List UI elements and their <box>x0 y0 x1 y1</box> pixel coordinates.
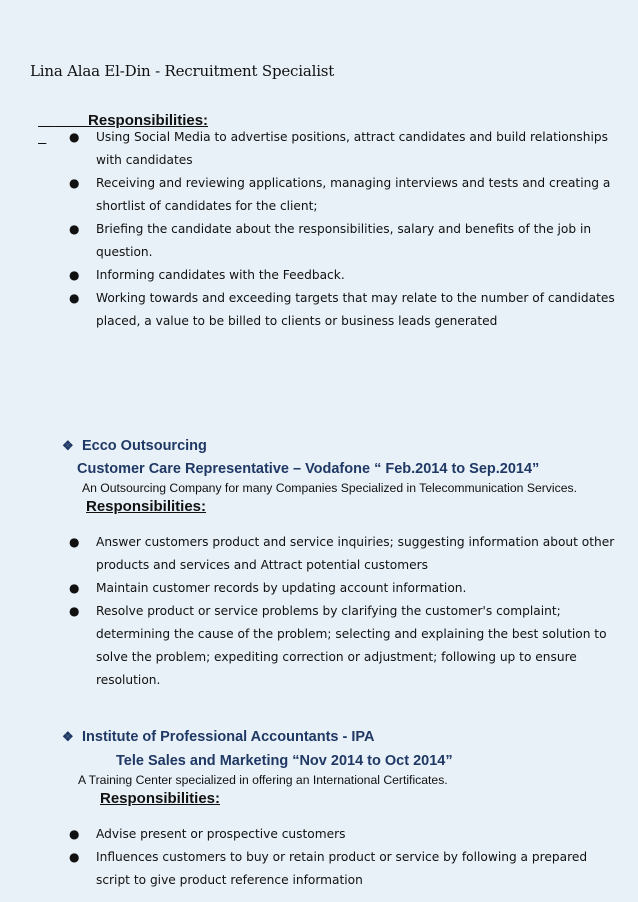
list-item: ● Advise present or prospective customers <box>66 823 616 846</box>
bullet-dot-icon: ● <box>69 535 80 549</box>
list-item: ● Maintain customer records by updating account information. <box>66 577 616 600</box>
responsibilities-list <box>66 823 616 892</box>
list-item: ● Receiving and reviewing applications, managing interviews and tests and creating a shortlist of candidates for the client; <box>66 172 616 218</box>
company-description: A Training Center specialized in offering an International Certificates. <box>78 773 448 787</box>
company-heading <box>62 729 374 745</box>
list-item: ● Working towards and exceeding targets that may relate to the number of candidates placed, a value to be billed to clients or business leads generated <box>66 287 616 333</box>
list-item: ● Using Social Media to advertise positions, attract candidates and build relationships with candidates <box>66 126 616 172</box>
responsibilities-label: Responsibilities: <box>88 112 209 129</box>
job-role: Tele Sales and Marketing “Nov 2014 to Oct 2014” <box>116 753 453 769</box>
bullet-dot-icon: ● <box>69 291 80 305</box>
bullet-dot-icon: ● <box>69 827 80 841</box>
company-name: Institute of Professional Accountants - IPA <box>82 729 375 745</box>
responsibilities-heading: Responsibilities: <box>100 790 221 807</box>
bullet-dot-icon: ● <box>69 130 80 144</box>
responsibilities-list <box>66 531 616 692</box>
company-heading <box>62 438 207 454</box>
company-description: An Outsourcing Company for many Companies Specialized in Telecommunication Services. <box>82 481 577 495</box>
responsibilities-heading: Responsibilities: <box>86 498 207 515</box>
diamond-star-icon: ❖ <box>62 729 74 744</box>
list-item: ● Resolve product or service problems by clarifying the customer's complaint; determining the cause of the problem; selecting and explaining the best solution to solve the problem; expediting correction or adjustment; following up to ensure resolution. <box>66 600 616 692</box>
bullet-dot-icon: ● <box>69 176 80 190</box>
bullet-dot-icon: ● <box>69 604 80 618</box>
list-item: ● Briefing the candidate about the responsibilities, salary and benefits of the job in question. <box>66 218 616 264</box>
job-role: Customer Care Representative – Vodafone “ Feb.2014 to Sep.2014” <box>77 461 540 477</box>
list-item: ● Informing candidates with the Feedback. <box>66 264 616 287</box>
bullet-dot-icon: ● <box>69 850 80 864</box>
bullet-dot-icon: ● <box>69 268 80 282</box>
responsibilities-list <box>66 126 616 333</box>
page-header: Lina Alaa El-Din - Recruitment Specialist <box>30 62 335 80</box>
list-item: ● Influences customers to buy or retain product or service by following a prepared script to give product reference information <box>66 846 616 892</box>
bullet-dot-icon: ● <box>69 222 80 236</box>
bullet-dot-icon: ● <box>69 581 80 595</box>
list-item: ● Answer customers product and service inquiries; suggesting information about other products and services and Attract potential customers <box>66 531 616 577</box>
company-name: Ecco Outsourcing <box>82 438 207 454</box>
diamond-star-icon: ❖ <box>62 438 74 453</box>
